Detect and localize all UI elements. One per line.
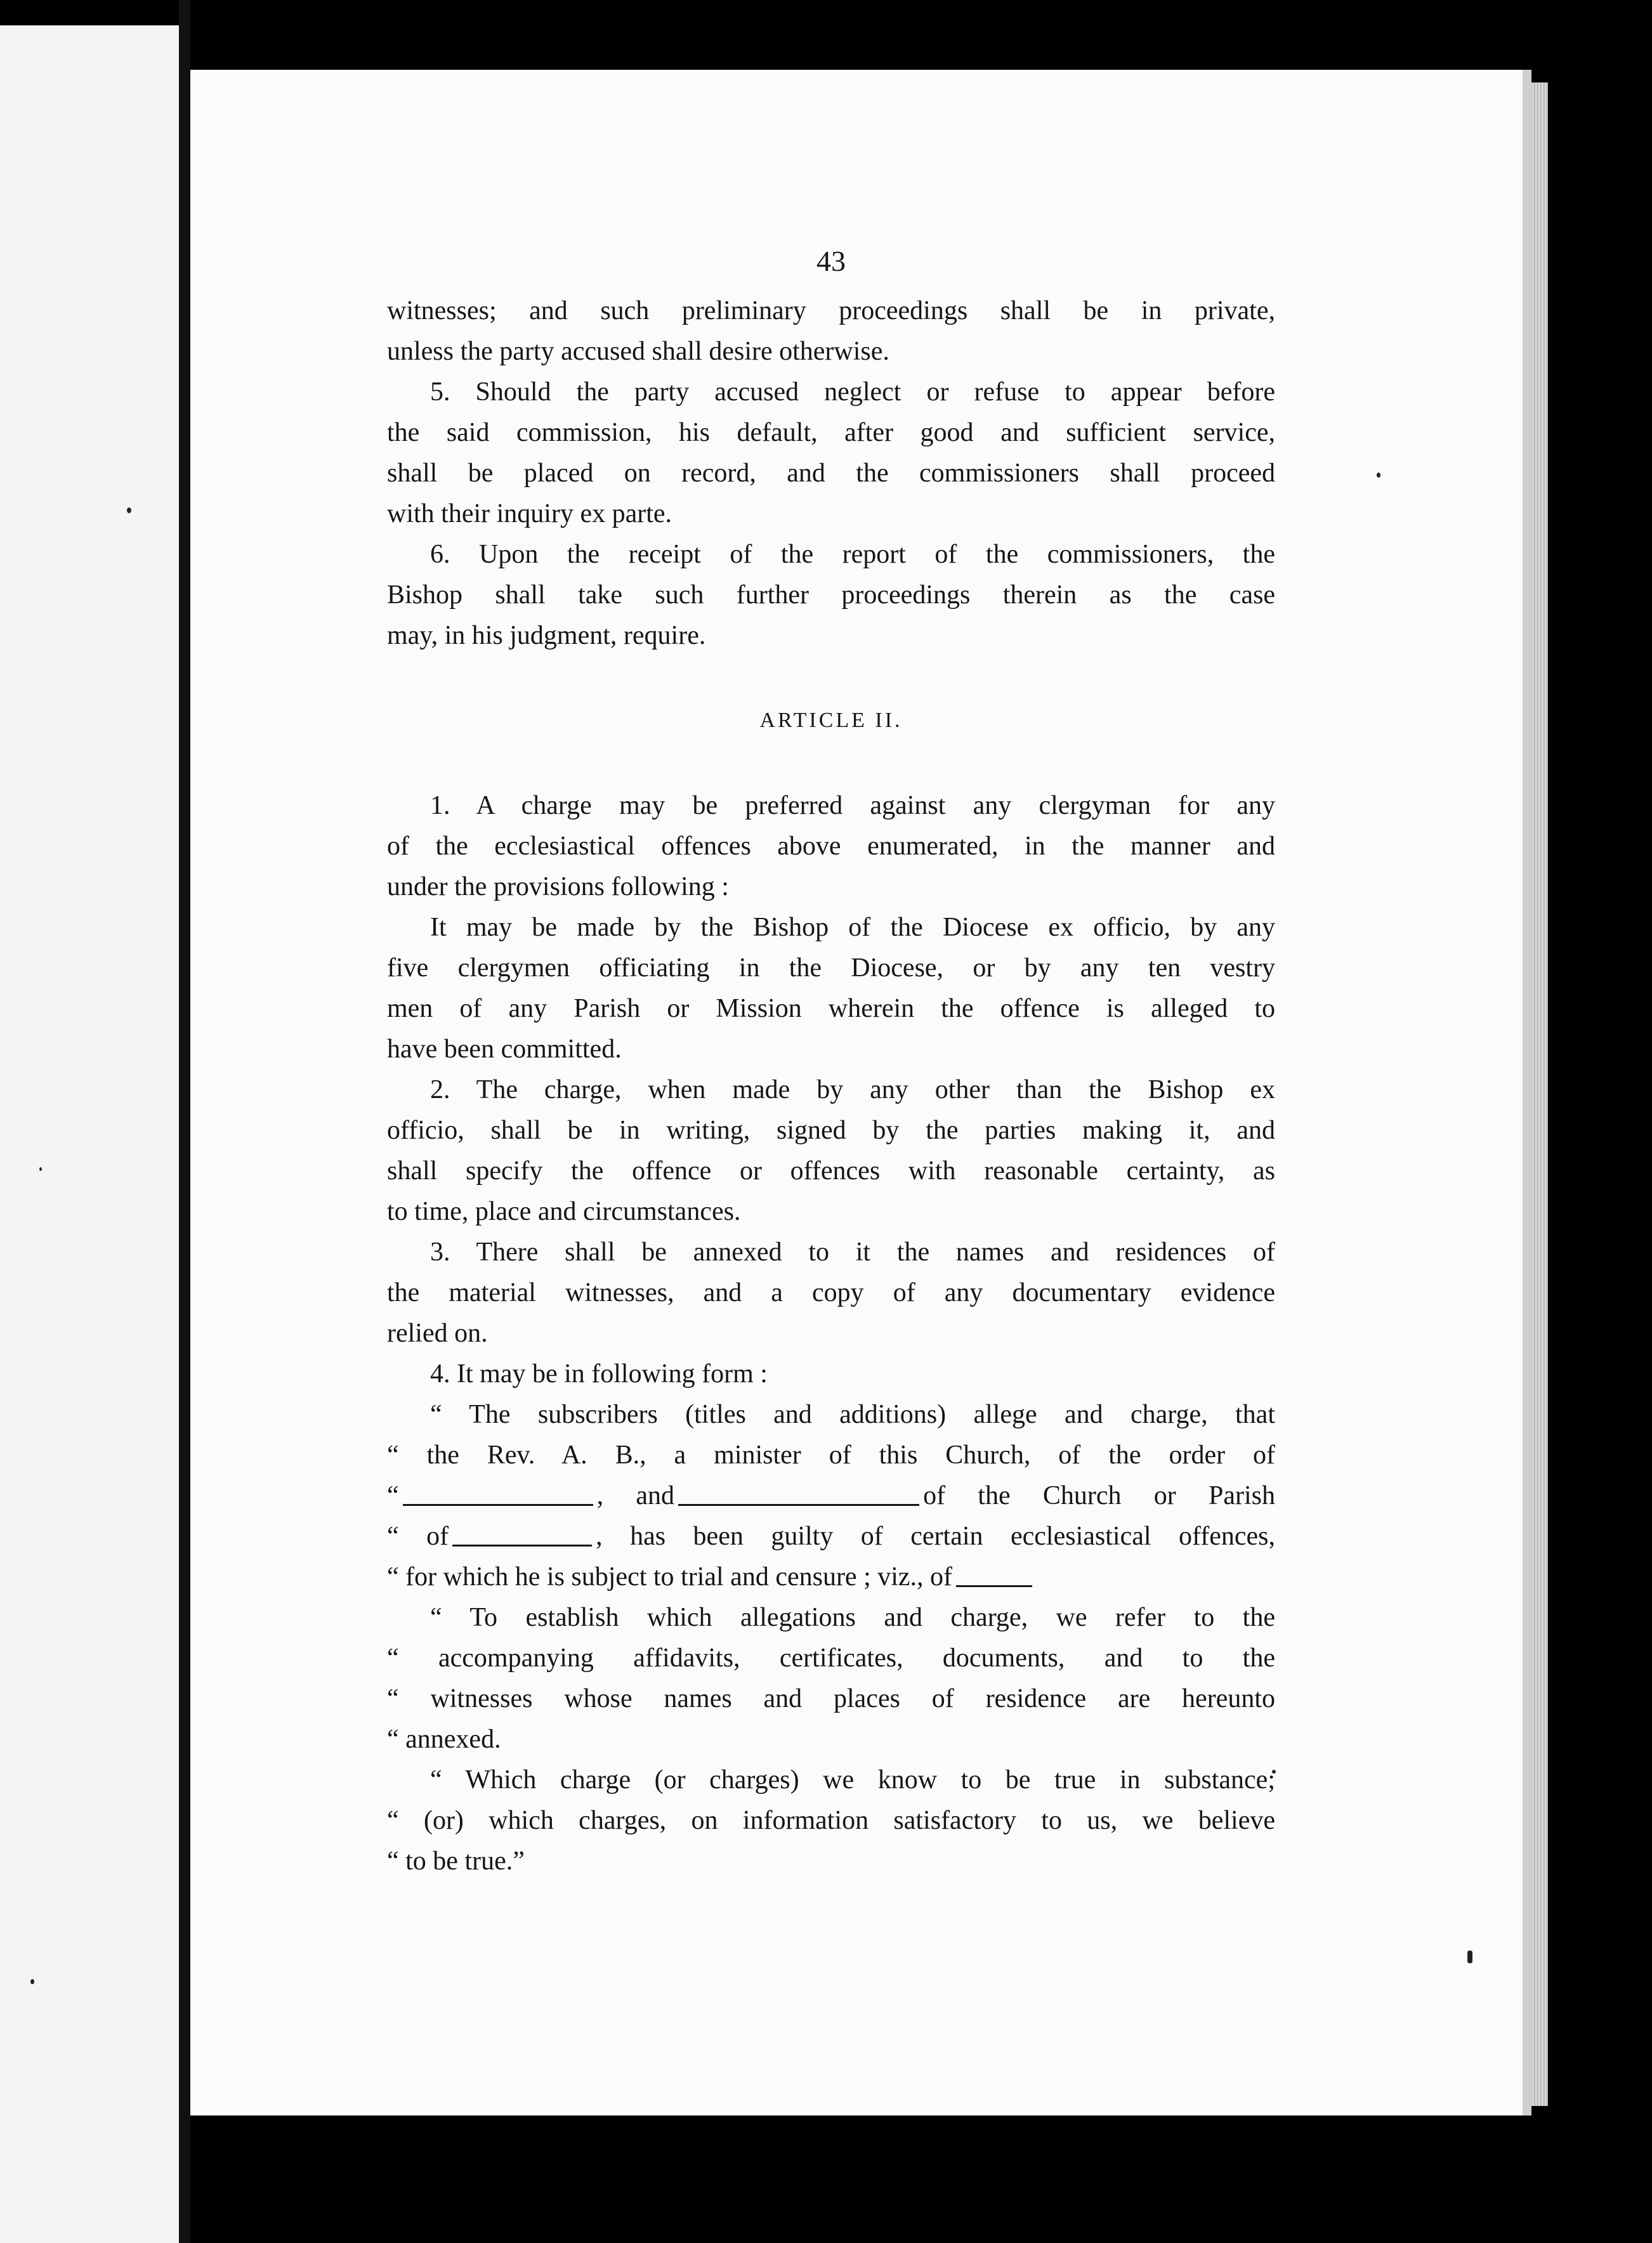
form-blank (452, 1531, 592, 1547)
text-line: relied on. (387, 1319, 488, 1348)
text-line: the said commission, his default, after good and sufficient service, (387, 418, 1275, 447)
form-line-blanks-3 (387, 1557, 1275, 1597)
form-line-1-suffix: of the Church or Parish (923, 1481, 1275, 1510)
text-line: 4. It may be in following form : (430, 1359, 768, 1389)
text-line: 2. The charge, when made by any other than the Bishop ex (430, 1075, 1275, 1104)
text-line: under the provisions following : (387, 872, 729, 901)
text-line: 3. There shall be annexed to it the names and residences of (430, 1238, 1275, 1267)
text-line: to time, place and circumstances. (387, 1197, 741, 1226)
speck-6 (39, 1167, 42, 1171)
form-line-2-prefix: “ of (387, 1522, 449, 1551)
page-text (387, 241, 1275, 1881)
text-line: five clergymen officiating in the Diocese, or by any ten vestry (387, 953, 1275, 983)
text-line: of the ecclesiastical offences above enumerated, in the manner and (387, 832, 1275, 861)
article-paragraphs (387, 785, 1275, 1475)
form-line-blanks-2 (387, 1516, 1275, 1557)
speck-2 (1377, 473, 1380, 478)
form-blank (678, 1490, 919, 1506)
text-line: “ Which charge (or charges) we know to be true in substance; (430, 1765, 1275, 1795)
left-page-margin (0, 25, 179, 2243)
text-line: “ The subscribers (titles and additions) allege and charge, that (430, 1400, 1275, 1429)
text-line: “ the Rev. A. B., a minister of this Church, of the order of (387, 1441, 1275, 1470)
text-line: It may be made by the Bishop of the Diocese ex officio, by any (430, 913, 1275, 942)
book-gutter (179, 0, 190, 2243)
text-line: “ annexed. (387, 1725, 501, 1754)
text-line: “ accompanying affidavits, certificates, documents, and to the (387, 1644, 1275, 1673)
speck-4 (1467, 1951, 1472, 1963)
text-line: Bishop shall take such further proceedings therein as the case (387, 580, 1275, 610)
form-blank (956, 1571, 1032, 1587)
text-line: with their inquiry ex parte. (387, 499, 672, 528)
text-line: “ To establish which allegations and charge, we refer to the (430, 1603, 1275, 1632)
form-line-1-middle: , and (596, 1481, 675, 1510)
text-line: men of any Parish or Mission wherein the offence is alleged to (387, 994, 1275, 1023)
text-line: “ (or) which charges, on information satisfactory to us, we believe (387, 1806, 1275, 1835)
text-line: “ to be true.” (387, 1847, 525, 1876)
text-line: 6. Upon the receipt of the report of the commissioners, the (430, 540, 1275, 569)
bottom-paragraphs (387, 1597, 1275, 1881)
text-line: may, in his judgment, require. (387, 621, 706, 650)
form-line-2-suffix: , has been guilty of certain ecclesiastical offences, (596, 1522, 1275, 1551)
text-line: witnesses; and such preliminary proceedings shall be in private, (387, 296, 1275, 325)
text-line: “ witnesses whose names and places of residence are hereunto (387, 1684, 1275, 1713)
text-line: shall be placed on record, and the commissioners shall proceed (387, 459, 1275, 488)
text-line: the material witnesses, and a copy of any documentary evidence (387, 1278, 1275, 1307)
speck-1 (127, 507, 131, 513)
top-paragraphs (387, 291, 1275, 656)
page-edge (1531, 82, 1548, 2106)
text-line: officio, shall be in writing, signed by the parties making it, and (387, 1116, 1275, 1145)
text-line: 5. Should the party accused neglect or refuse to appear before (430, 377, 1275, 407)
form-line-1-prefix: “ (387, 1481, 399, 1510)
speck-5 (30, 1979, 34, 1984)
form-line-blanks-1 (387, 1475, 1275, 1516)
article-heading: ARTICLE II. (759, 709, 903, 732)
form-line-3-text: “ for which he is subject to trial and censure ; viz., of (387, 1562, 953, 1592)
text-line: unless the party accused shall desire otherwise. (387, 337, 889, 366)
form-blank (403, 1490, 593, 1506)
text-line: shall specify the offence or offences with reasonable certainty, as (387, 1156, 1275, 1186)
text-line: 1. A charge may be preferred against any clergyman for any (430, 791, 1275, 820)
page-number: 43 (816, 245, 846, 277)
text-line: have been committed. (387, 1035, 622, 1064)
